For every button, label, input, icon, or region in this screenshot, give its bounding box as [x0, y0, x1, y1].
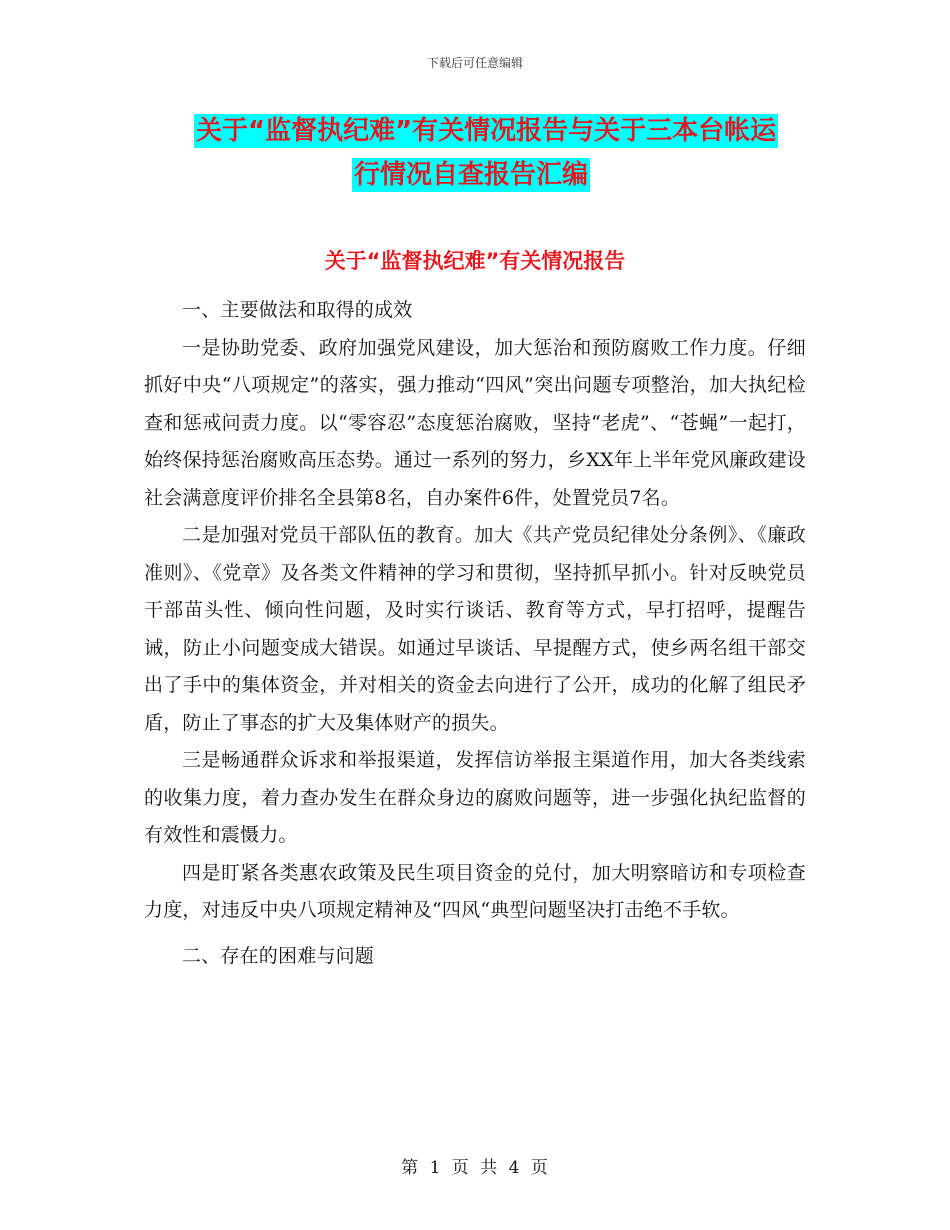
- header-note: 下载后可任意编辑: [426, 56, 523, 70]
- document-title-line-2: 行情况自查报告汇编: [354, 160, 589, 190]
- paragraph-first-point: 一是协助党委、政府加强党风建设，加大惩治和预防腐败工作力度。仔细抓好中央“八项规定”的落实，强力推动“四风”突出问题专项整治，加大执纪检查和惩戒问责力度。以“零容忍”态度惩治腐败，坚持“老虎”、“苍蝇”一起打，始终保持惩治腐败高压态势。通过一系列的努力，乡XX年上半年党风廉政建设社会满意度评价排名全县第8名，自办案件6件，处置党员7名。: [144, 336, 806, 509]
- heading-problems: 二、存在的困难与问题: [182, 944, 375, 967]
- paragraph-third-point: 三是畅通群众诉求和举报渠道，发挥信访举报主渠道作用，加大各类线索的收集力度，着力查办发生在群众身边的腐败问题等，进一步强化执纪监督的有效性和震慑力。: [144, 749, 806, 846]
- heading-achievements: 一、主要做法和取得的成效: [182, 299, 413, 321]
- section-title: 关于“监督执纪难”有关情况报告: [324, 249, 626, 273]
- document-body: [144, 292, 806, 975]
- paragraph-second-point: 二是加强对党员干部队伍的教育。加大《共产党员纪律处分条例》、《廉政准则》、《党章》及各类文件精神的学习和贯彻，坚持抓早抓小。针对反映党员干部苗头性、倾向性问题，及时实行谈话、教育等方式，早打招呼，提醒告诫，防止小问题变成大错误。如通过早谈话、早提醒方式，使乡两名组干部交出了手中的集体资金，并对相关的资金去向进行了公开，成功的化解了组民矛盾，防止了事态的扩大及集体财产的损失。: [144, 524, 806, 734]
- page-number: 第 1 页 共 4 页: [401, 1158, 549, 1178]
- document-title-line-1: 关于“监督执纪难”有关情况报告与关于三本台帐运: [196, 116, 777, 146]
- paragraph-fourth-point: 四是盯紧各类惠农政策及民生项目资金的兑付，加大明察暗访和专项检查力度，对违反中央八项规定精神及“四风“典型问题坚决打击绝不手软。: [144, 861, 806, 921]
